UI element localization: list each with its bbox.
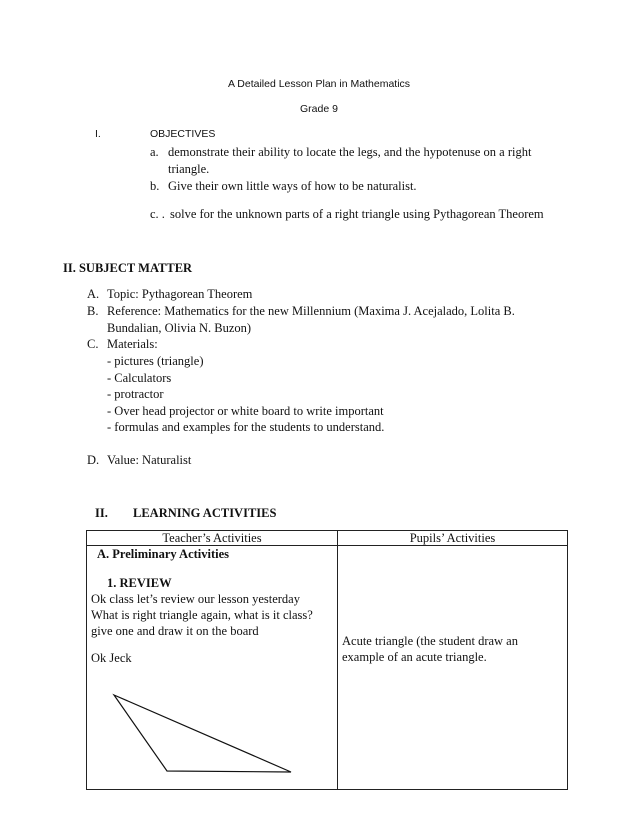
- topic-marker: A.: [87, 287, 100, 301]
- objective-c-text: solve for the unknown parts of a right triangle using Pythagorean Theorem: [170, 207, 544, 221]
- reference-text-cont: Bundalian, Olivia N. Buzon): [107, 321, 252, 335]
- teacher-call: Ok Jeck: [91, 651, 132, 665]
- learning-activities-heading: LEARNING ACTIVITIES: [133, 506, 277, 520]
- subject-matter-heading: II. SUBJECT MATTER: [63, 261, 193, 275]
- teacher-activities-cell: [87, 546, 338, 790]
- pupils-activities-cell: [338, 546, 568, 790]
- preliminary-activities-label: A. Preliminary Activities: [97, 547, 230, 561]
- objective-b-marker: b.: [150, 179, 160, 193]
- objective-a-marker: a.: [150, 145, 159, 159]
- objective-b-text: Give their own little ways of how to be naturalist.: [168, 179, 417, 193]
- materials-item: - formulas and examples for the students to understand.: [107, 420, 385, 434]
- materials-item: - Over head projector or white board to write important: [107, 404, 384, 418]
- objectives-heading: OBJECTIVES: [150, 128, 216, 140]
- learning-activities-numeral: II.: [95, 506, 108, 520]
- grade-label: Grade 9: [300, 103, 338, 115]
- teacher-line: What is right triangle again, what is it class?: [91, 608, 313, 622]
- pupils-activities-header: Pupils’ Activities: [338, 531, 568, 546]
- teacher-activities-header: Teacher’s Activities: [87, 531, 338, 546]
- teacher-line: Ok class let’s review our lesson yesterday: [91, 592, 300, 606]
- materials-item: - pictures (triangle): [107, 354, 204, 368]
- teacher-line: give one and draw it on the board: [91, 624, 259, 638]
- materials-label: Materials:: [107, 337, 158, 351]
- reference-text: Reference: Mathematics for the new Millennium (Maxima J. Acejalado, Lolita B.: [107, 304, 515, 318]
- page-title: A Detailed Lesson Plan in Mathematics: [227, 78, 411, 90]
- objective-c-marker: c. .: [150, 207, 165, 221]
- objectives-numeral: I.: [95, 128, 101, 140]
- objective-a-text: demonstrate their ability to locate the legs, and the hypotenuse on a right: [168, 145, 532, 159]
- pupil-line: Acute triangle (the student draw an: [342, 634, 518, 648]
- reference-marker: B.: [87, 304, 99, 318]
- materials-marker: C.: [87, 337, 99, 351]
- objective-a-text-cont: triangle.: [168, 162, 210, 176]
- activities-table: [86, 530, 568, 790]
- materials-item: - Calculators: [107, 371, 172, 385]
- value-marker: D.: [87, 453, 100, 467]
- topic-text: Topic: Pythagorean Theorem: [107, 287, 253, 301]
- materials-item: - protractor: [107, 387, 164, 401]
- value-text: Value: Naturalist: [107, 453, 192, 467]
- acute-triangle-drawing: [111, 692, 295, 774]
- pupil-line: example of an acute triangle.: [342, 650, 487, 664]
- review-label: 1. REVIEW: [107, 576, 172, 590]
